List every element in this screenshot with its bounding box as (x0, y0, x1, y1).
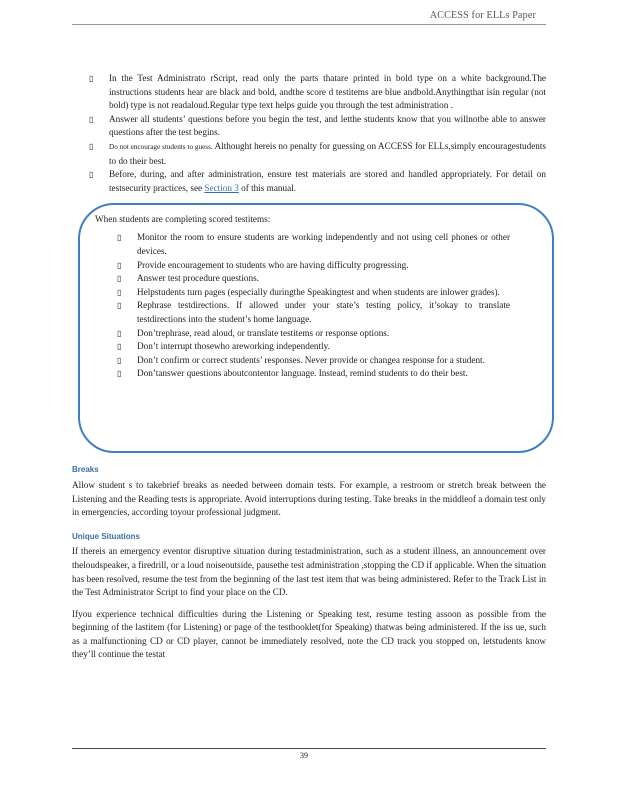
bullet-icon: ▯ (117, 260, 122, 270)
list-item: ▯ Don’trephrase, read aloud, or translate testitems or response options. (100, 327, 510, 341)
header-rule (72, 24, 546, 25)
list-item: ▯ Rephrase testdirections. If allowed under your state’s testing policy, it’sokay to translate testdirections into the student’s home language. (117, 300, 510, 324)
bullet-icon: ▯ (117, 369, 122, 379)
small-caps-text: Do not encourage students to guess. (109, 142, 213, 151)
bullet-icon: ▯ (89, 74, 94, 83)
callout-intro: When students are completing scored testitems: (95, 214, 271, 225)
list-item: ▯ Provide encouragement to students who are having difficulty progressing. (100, 259, 510, 273)
list-item: ▯ In the Test Administrato rScript, read only the parts thatare printed in bold type on a white background.The instructions students hear are black and bold, andthe score d testitems are blue andbold.Anythingthat isin regular (not bold) type is not readaloud.Regular type text helps guide you through the test administration . (89, 73, 546, 111)
bullet-icon: ▯ (117, 287, 122, 297)
unique-paragraph-1: If thereis an emergency eventor disruptive situation during testadministration, such as a student illness, an announcement over theloudspeaker, a firedrill, or a loud noiseoutside, pausethe test administration ,stopping the CD if applicable. When the situation has been resolved, resume the test from the beginning of the last test item that was being administered. Refer to the Track List in the Test Administrator Script to find your place on the CD. (72, 546, 546, 598)
list-item: ▯ Before, during, and after administration, ensure test materials are stored and handled appropriately. For detail on testsecurity practices, see Section 3 of this manual. (89, 169, 546, 193)
callout-list (100, 231, 510, 381)
bullet-list-top (72, 72, 546, 195)
list-item: ▯ Do not encourage students to guess. Althought hereis no penalty for guessing on ACCESS for ELLs,simply encouragestudents to do their best. (89, 140, 546, 166)
bullet-icon: ▯ (89, 141, 94, 151)
unique-situations-heading: Unique Situations (72, 531, 140, 541)
breaks-heading: Breaks (72, 465, 99, 475)
bullet-icon: ▯ (89, 170, 94, 180)
page-number: 39 (300, 751, 308, 760)
page-content (72, 72, 546, 670)
unique-paragraph-2: Ifyou experience technical difficulties during the Listening or Speaking test, resume testing assoon as possible from the beginning of the lastitem (for Listening) or page of the testbooklet(for Speaking) thatwas being administered. If the iss ue, such as a malfunctioning CD or CD player, cannot be immediately resolved, note the CD track you stopped on, letstudents know they’ll continue the testat (72, 608, 546, 660)
running-header: ACCESS for ELLs Paper (429, 10, 536, 21)
callout-box (78, 203, 554, 453)
list-item: ▯ Helpstudents turn pages (especially duringthe Speakingtest and when students are inlower grades). (100, 286, 510, 300)
list-item: ▯ Answer all students’ questions before you begin the test, and letthe students know that you willnotbe able to answer questions after the test begins. (89, 113, 546, 138)
bullet-icon: ▯ (89, 114, 94, 124)
footer-rule (72, 748, 546, 749)
bullet-icon: ▯ (117, 274, 122, 284)
list-item: ▯ Don’t interrupt thosewho areworking independently. (100, 340, 510, 354)
list-item: ▯ Don’t confirm or correct students’ responses. Never provide or changea response for a student. (100, 354, 510, 368)
list-item: ▯ Monitor the room to ensure students are working independently and not using cell phones or other devices. (117, 232, 510, 256)
section-3-link[interactable]: Section 3 (204, 182, 239, 193)
bullet-icon: ▯ (117, 301, 122, 311)
bullet-icon: ▯ (117, 233, 122, 243)
bullet-icon: ▯ (117, 355, 122, 365)
list-item: ▯ Don’tanswer questions aboutcontentor language. Instead, remind students to do their best. (100, 367, 510, 381)
bullet-icon: ▯ (117, 342, 122, 352)
list-item: ▯ Answer test procedure questions. (100, 272, 510, 286)
bullet-icon: ▯ (117, 328, 122, 338)
breaks-paragraph: Allow student s to takebrief breaks as needed between domain tests. For example, a restroom or stretch break between the Listening and the Reading tests is appropriate. Avoid interruptions during testing. Take breaks in the middleof a domain test only in emergencies, according toyour professional judgment. (72, 479, 546, 518)
